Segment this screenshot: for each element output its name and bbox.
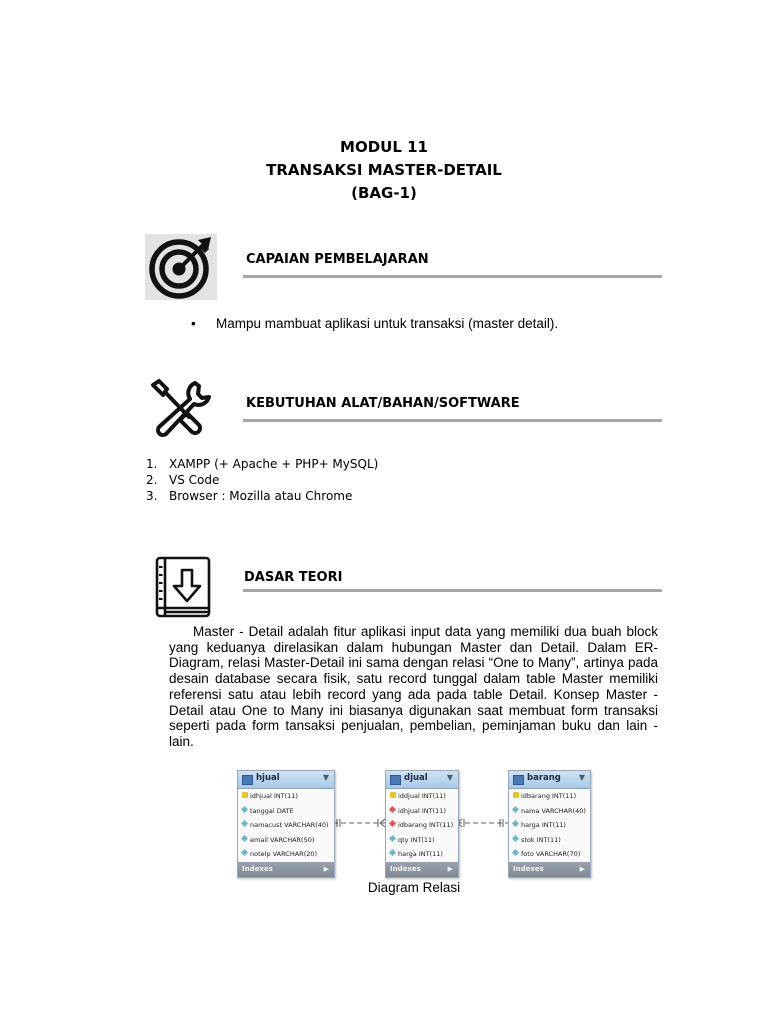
column-icon — [512, 805, 519, 812]
column-icon — [512, 820, 519, 827]
primary-key-icon — [390, 792, 396, 798]
er-table-name: hjual — [256, 773, 280, 783]
er-column — [386, 789, 458, 804]
diagram-caption: Diagram Relasi — [367, 880, 461, 895]
primary-key-icon — [513, 792, 519, 798]
er-column — [509, 804, 590, 819]
er-table-header — [386, 771, 458, 789]
er-column-name: idhjual INT(11) — [250, 792, 298, 800]
er-column-name: nama VARCHAR(40) — [521, 806, 586, 815]
module-title: TRANSAKSI MASTER-DETAIL — [266, 161, 502, 179]
list-number: 3. — [146, 489, 158, 503]
er-column-name: tanggal DATE — [250, 806, 294, 815]
er-column-name: harga INT(11) — [398, 850, 443, 858]
er-indexes-bar — [509, 862, 590, 877]
er-column — [238, 833, 334, 848]
table-icon — [513, 775, 524, 785]
er-column — [386, 804, 458, 819]
er-table-barang — [508, 770, 591, 878]
er-table-header — [238, 771, 334, 789]
er-column — [509, 789, 590, 804]
section-heading-kebutuhan: KEBUTUHAN ALAT/BAHAN/SOFTWARE — [246, 396, 520, 411]
er-column — [386, 833, 458, 848]
indexes-label: Indexes — [513, 864, 544, 873]
list-number: 2. — [146, 473, 158, 487]
module-part: (BAG-1) — [351, 184, 417, 202]
column-icon — [512, 849, 519, 856]
er-column-name: namacust VARCHAR(40) — [250, 821, 329, 829]
er-column — [238, 818, 334, 833]
er-column-name: idbarang INT(11) — [521, 792, 577, 800]
table-icon — [390, 775, 401, 785]
er-column — [509, 847, 590, 862]
er-column — [386, 818, 458, 833]
er-column — [386, 847, 458, 862]
er-indexes-bar — [238, 862, 334, 877]
column-icon — [241, 805, 248, 812]
er-indexes-bar — [386, 862, 458, 877]
er-column-name: email VARCHAR(50) — [250, 835, 315, 844]
er-column-name: idhjual INT(11) — [398, 806, 446, 815]
er-table-hjual — [237, 770, 335, 878]
er-column-name: foto VARCHAR(70) — [521, 850, 581, 858]
column-icon — [241, 834, 248, 841]
er-column-name: idbarang INT(11) — [398, 821, 454, 829]
column-icon — [512, 834, 519, 841]
dropdown-arrow-icon: ▼ — [578, 773, 585, 782]
er-table-djual — [385, 770, 459, 878]
er-column-name: qty INT(11) — [398, 835, 435, 844]
list-number: 1. — [146, 457, 158, 471]
er-column-name: iddjual INT(11) — [398, 792, 446, 800]
foreign-key-icon — [389, 820, 396, 827]
er-column-name: harga INT(11) — [521, 821, 566, 829]
er-column — [238, 804, 334, 819]
er-column — [238, 847, 334, 862]
section-heading-capaian: CAPAIAN PEMBELAJARAN — [246, 252, 429, 267]
column-icon — [389, 849, 396, 856]
column-icon — [241, 849, 248, 856]
er-column — [509, 818, 590, 833]
er-table-name: barang — [527, 773, 561, 783]
bullet-text: Mampu mambuat aplikasi untuk transaksi (master detail). — [216, 316, 559, 331]
column-icon — [389, 834, 396, 841]
list-text: VS Code — [169, 473, 220, 487]
theory-paragraph: Master - Detail adalah fitur aplikasi input data yang memiliki dua buah block yang keduanya direlasikan dalam hubungan Master dan Detail. Dalam ER-Diagram, relasi Master-Detail ini sama dengan relasi “One to Many”, artinya pada desain database secara fisik, satu record tunggal dalam table Master memiliki referensi satu atau lebih record yang ada pada table Detail. Konsep Master - Detail atau One to Many ini biasanya digunakan saat membuat form transaksi seperti pada form tansaksi penjualan, pembelian, peminjaman buku dan lain - lain. — [169, 624, 658, 749]
er-table-name: djual — [404, 773, 428, 783]
dropdown-arrow-icon: ▼ — [446, 773, 453, 782]
primary-key-icon — [242, 792, 248, 798]
indexes-label: Indexes — [242, 864, 273, 873]
expand-arrow-icon: ▶ — [323, 864, 329, 873]
bullet-marker: • — [191, 316, 196, 331]
er-column — [509, 833, 590, 848]
er-table-header — [509, 771, 590, 789]
indexes-label: Indexes — [390, 864, 421, 873]
er-column — [238, 789, 334, 804]
foreign-key-icon — [389, 805, 396, 812]
list-text: XAMPP (+ Apache + PHP+ MySQL) — [169, 457, 379, 471]
column-icon — [241, 820, 248, 827]
dropdown-arrow-icon: ▼ — [322, 773, 329, 782]
er-column-name: notelp VARCHAR(20) — [250, 850, 318, 858]
module-number: MODUL 11 — [340, 138, 428, 156]
list-text: Browser : Mozilla atau Chrome — [169, 489, 353, 503]
expand-arrow-icon: ▶ — [579, 864, 585, 873]
section-heading-dasar-teori: DASAR TEORI — [244, 570, 343, 585]
expand-arrow-icon: ▶ — [447, 864, 453, 873]
er-column-name: stok INT(11) — [521, 835, 561, 844]
table-icon — [242, 775, 253, 785]
